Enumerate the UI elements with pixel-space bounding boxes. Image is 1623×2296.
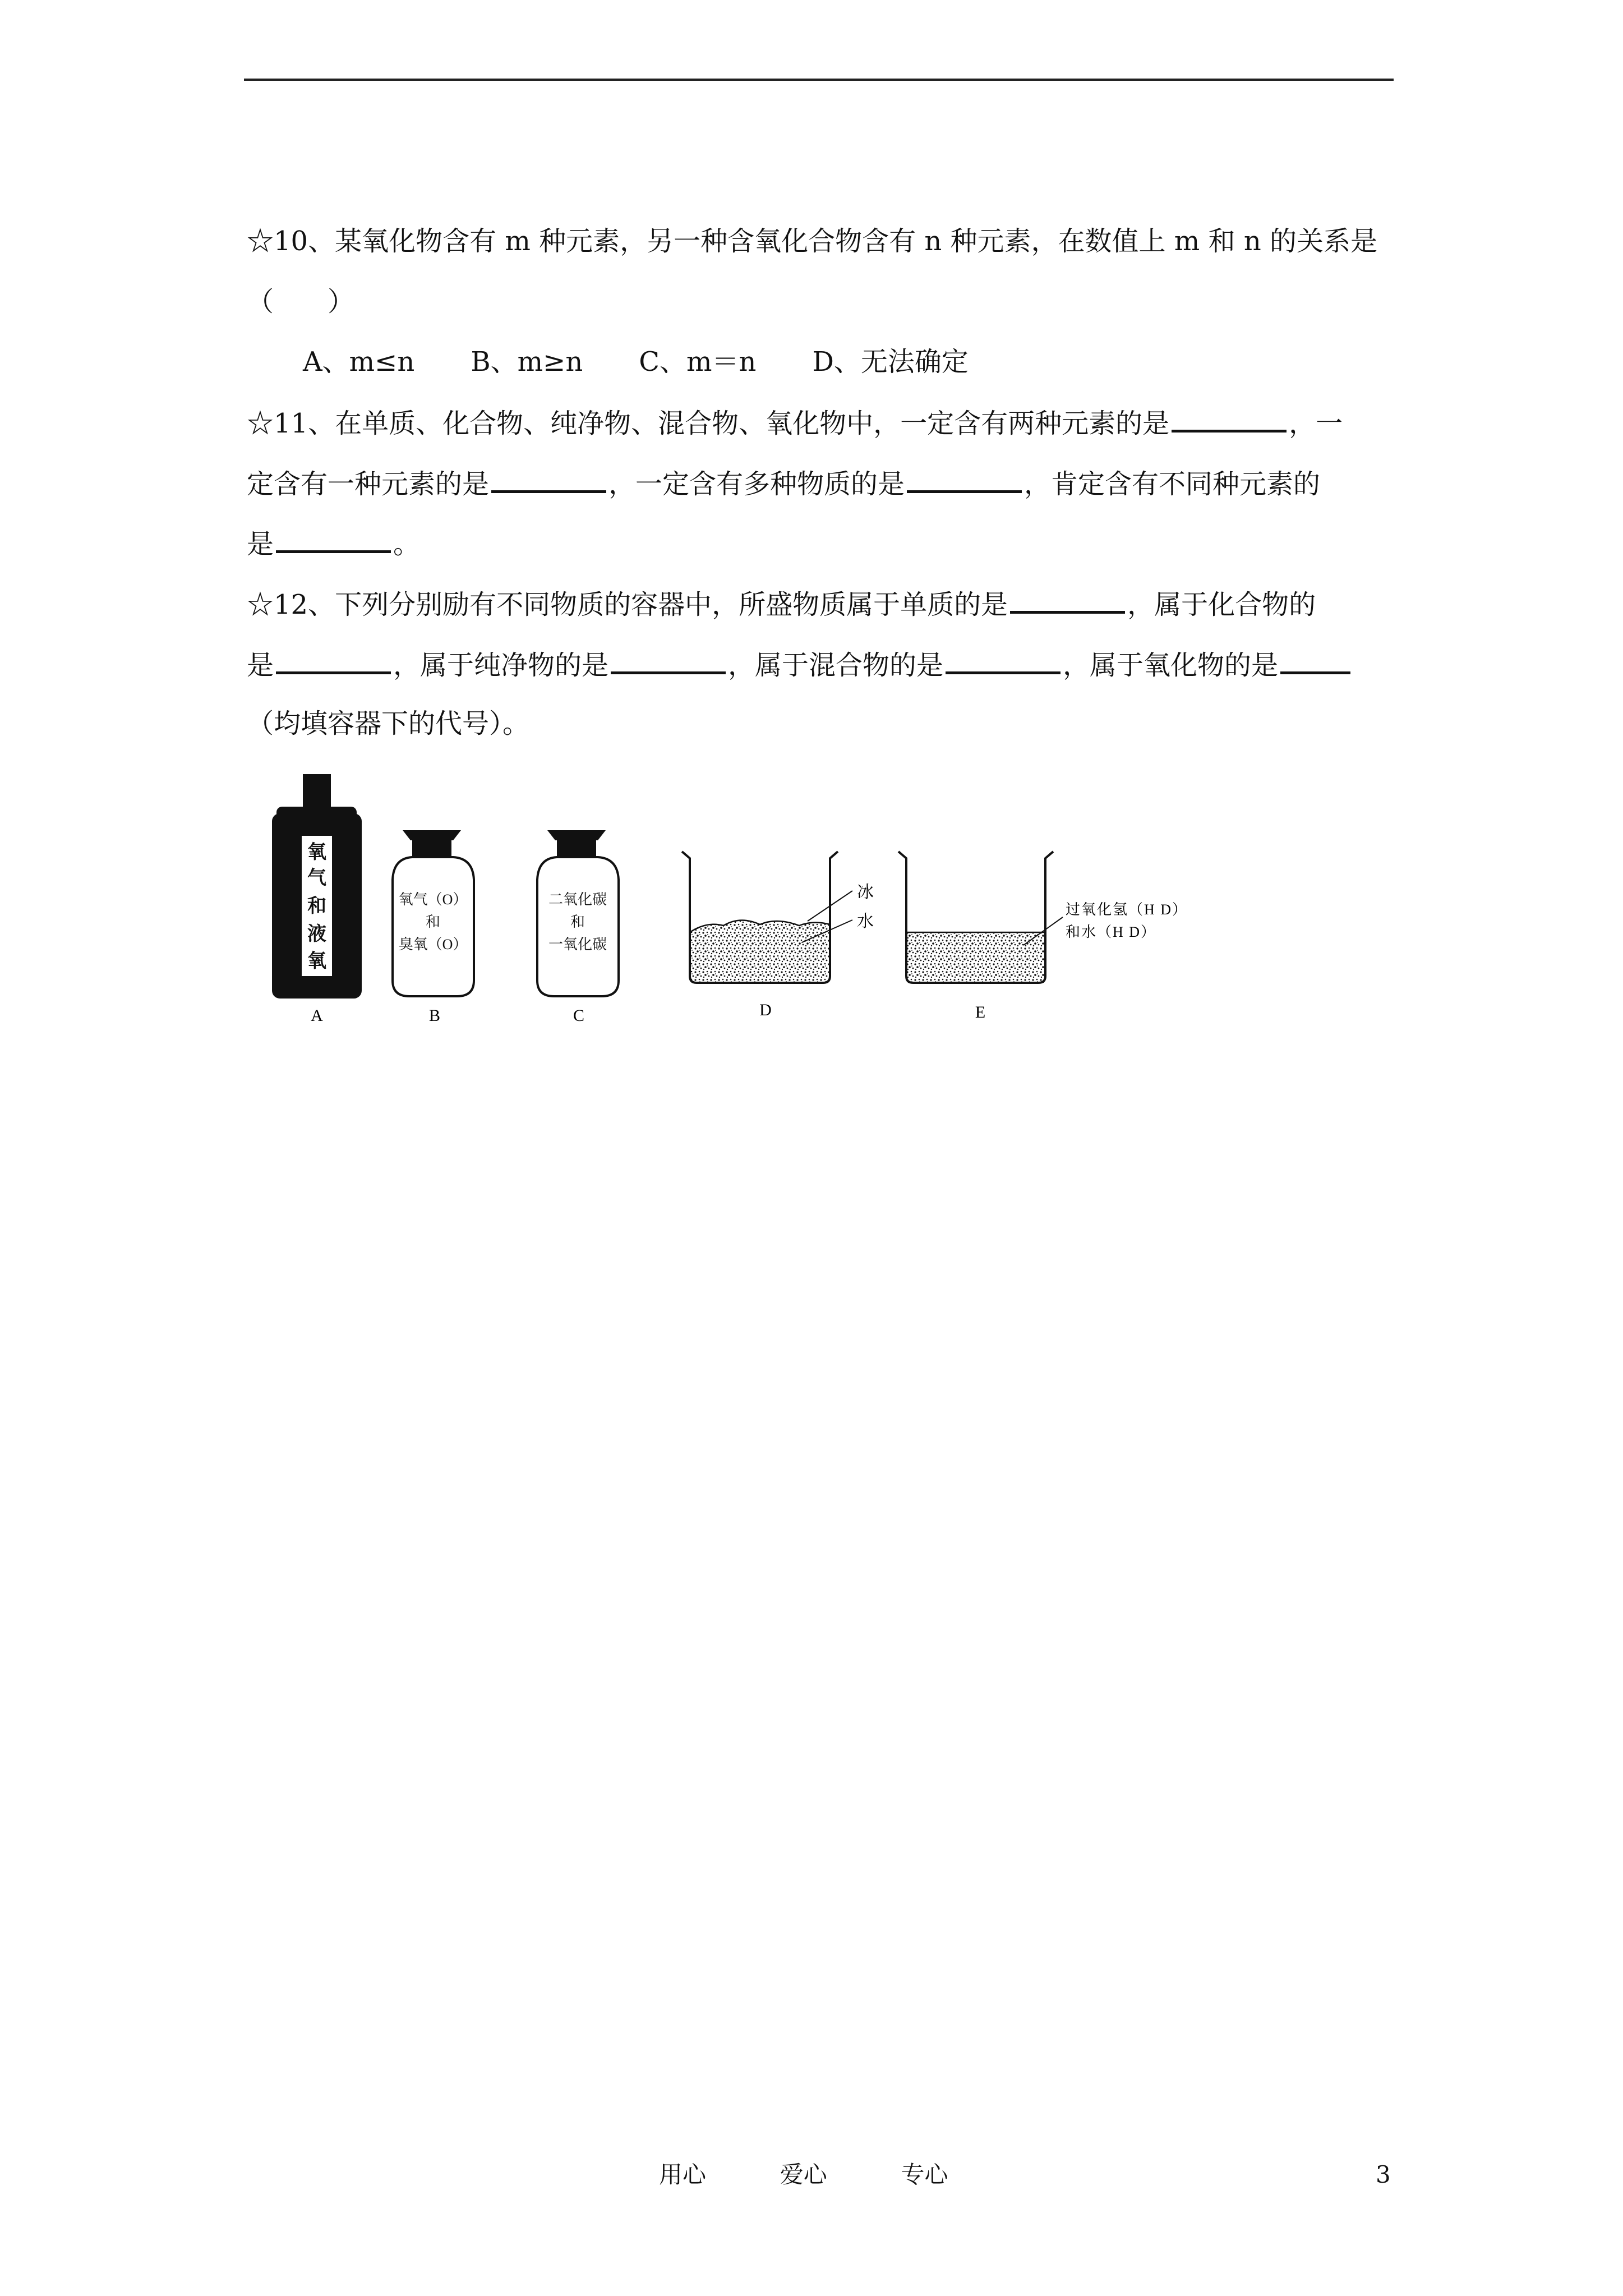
caption-a: A — [311, 1006, 323, 1025]
option-c: C、m＝n — [639, 346, 757, 378]
footer-item: 用心 — [659, 2161, 707, 2188]
label-water-e: 和水（H D） — [1066, 924, 1157, 940]
container-c-jar — [537, 830, 619, 996]
answer-blank[interactable] — [946, 647, 1061, 674]
label-peroxide: 过氧化氢（H D） — [1066, 901, 1188, 918]
caption-c: C — [573, 1006, 585, 1025]
caption-d: D — [759, 1001, 772, 1019]
footer-mottos — [659, 2161, 948, 2189]
answer-blank[interactable] — [276, 526, 391, 553]
bottle-a-char: 液 — [307, 924, 326, 945]
page-number: 3 — [1376, 2161, 1391, 2188]
caption-b: B — [428, 1006, 441, 1025]
answer-blank[interactable] — [1172, 405, 1287, 432]
bottle-a-char: 氧 — [307, 842, 326, 863]
bottle-a-char: 和 — [307, 896, 326, 917]
jar-b-label: 臭氧（O） — [398, 936, 468, 953]
answer-blank[interactable] — [491, 466, 606, 493]
option-a: A、m≤n — [303, 346, 415, 378]
jar-c-label: 和 — [570, 914, 585, 930]
q12-line1: ☆12、下列分别励有不同物质的容器中，所盛物质属于单质的是 ，属于化合物的 — [247, 586, 1316, 622]
jar-c-label: 二氧化碳 — [548, 891, 607, 908]
option-d: D、无法确定 — [812, 346, 969, 378]
header-rule — [244, 79, 1394, 81]
option-b: B、m≥n — [471, 346, 583, 378]
q11-line1: ☆11、在单质、化合物、纯净物、混合物、氧化物中，一定含有两种元素的是 ，一 — [247, 405, 1343, 440]
q11-line3: 是 。 — [247, 526, 420, 561]
q10-paren: （ ） — [247, 286, 355, 318]
label-ice: 冰 — [857, 883, 874, 901]
bottle-a-char: 气 — [307, 868, 326, 889]
answer-blank[interactable] — [907, 466, 1022, 493]
q10-options — [303, 345, 1025, 379]
answer-blank[interactable] — [1280, 647, 1350, 674]
jar-b-label: 氧气（O） — [398, 891, 468, 908]
container-e-beaker — [898, 852, 1188, 983]
answer-blank[interactable] — [611, 647, 726, 674]
q12-line3: （均填容器下的代号）。 — [247, 708, 530, 739]
q12-line2: 是 ，属于纯净物的是 ，属于混合物的是 ，属于氧化物的是 — [247, 647, 1353, 682]
answer-blank[interactable] — [276, 647, 391, 674]
q11-line2: 定含有一种元素的是 ，一定含有多种物质的是 ，肯定含有不同种元素的 — [247, 466, 1320, 501]
container-b-jar — [393, 830, 474, 996]
caption-e: E — [975, 1003, 986, 1022]
footer-item: 专心 — [901, 2161, 948, 2188]
bottle-a-char: 氧 — [307, 951, 326, 972]
jar-c-label: 一氧化碳 — [548, 936, 607, 953]
containers-figure — [247, 774, 1312, 1032]
footer-item: 爱心 — [780, 2161, 827, 2188]
q10-stem: ☆10、某氧化物含有 m 种元素，另一种含氧化合物含有 n 种元素，在数值上 m 和 n 的关系是 — [247, 226, 1378, 257]
jar-b-label: 和 — [425, 914, 441, 930]
label-water: 水 — [857, 912, 874, 931]
container-d-beaker — [682, 852, 874, 983]
container-a-bottle — [272, 774, 362, 999]
answer-blank[interactable] — [1010, 586, 1125, 614]
